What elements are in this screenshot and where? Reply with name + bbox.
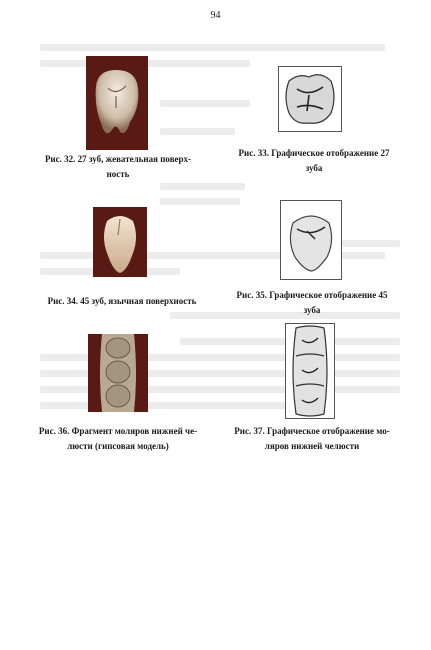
figure-caption: Рис. 36. Фрагмент моляров нижней че- люсти (гипсовая модель) [38, 426, 198, 451]
figure-caption: Рис. 37. Графическое отображение мо- ляров нижней челюсти [234, 426, 390, 451]
premolar-drawing [280, 200, 342, 280]
figure-caption: Рис. 35. Графическое отображение 45 зуба [236, 290, 388, 315]
figure-caption: Рис. 32. 27 зуб, жевательная поверх- ность [44, 154, 192, 179]
jaw-model-photo [88, 334, 148, 412]
premolar-photo [93, 207, 147, 277]
figure-caption: Рис. 34. 45 зуб, язычная поверхность [47, 296, 197, 306]
page-number: 94 [210, 10, 221, 21]
molar-drawing [278, 66, 342, 132]
jaw-molars-drawing [285, 323, 335, 419]
molar-photo [86, 56, 148, 150]
figure-caption: Рис. 33. Графическое отображение 27 зуба [238, 148, 390, 173]
